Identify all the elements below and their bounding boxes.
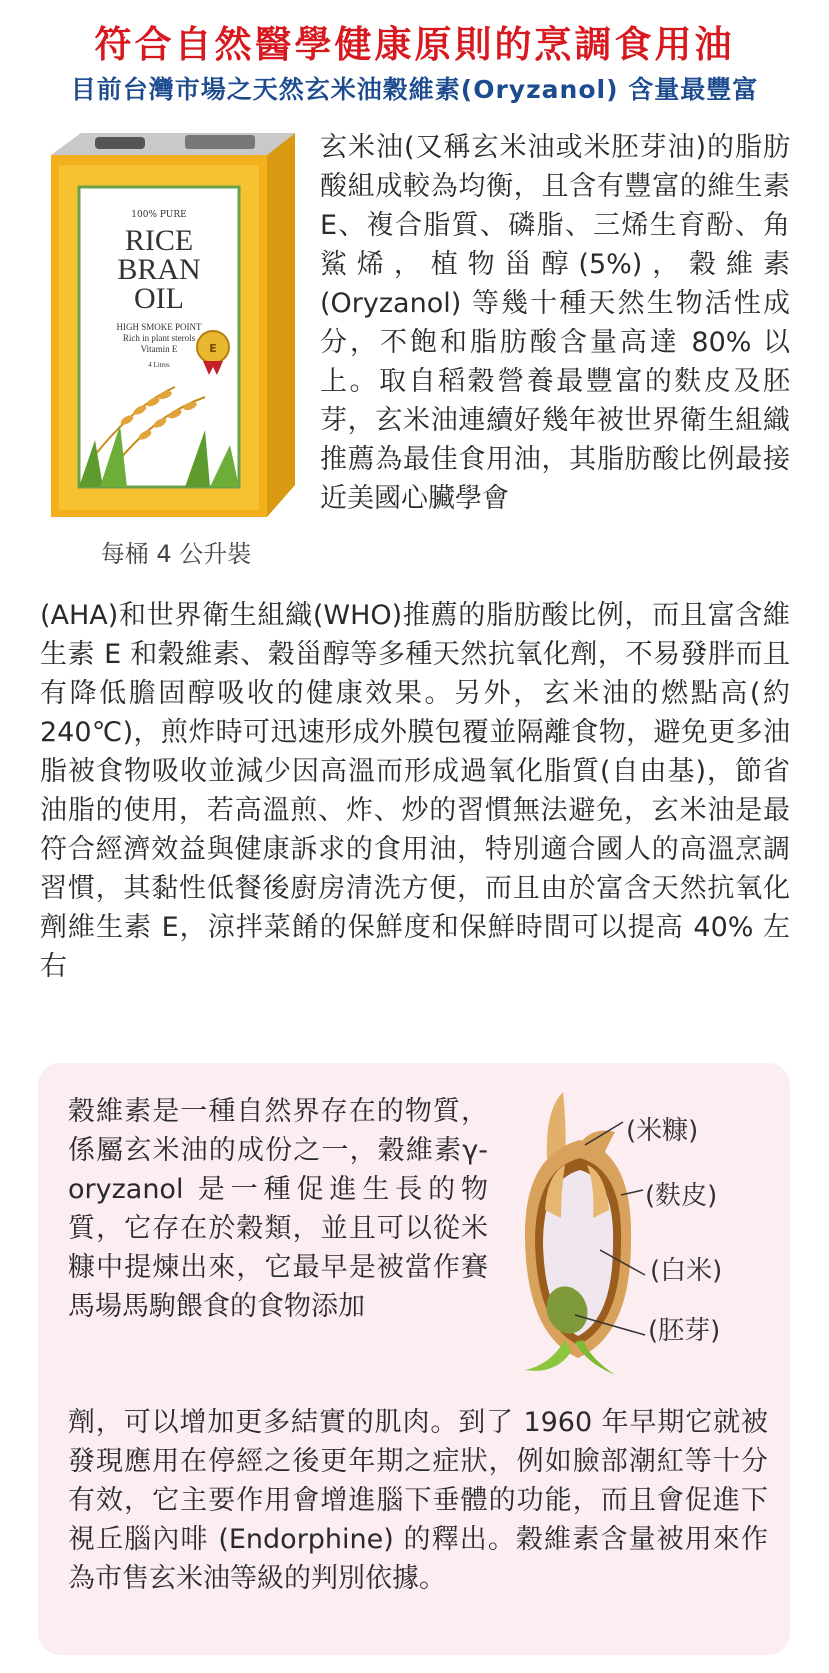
oryzanol-paragraph-top: 穀維素是一種自然界存在的物質，係屬玄米油的成份之一，穀維素γ-oryzanol 是一種促進生長的物質，它存在於穀類，並且可以從米糠中提煉出來，它最早是被當作賽馬場馬駒餵食的食物添加	[68, 1096, 488, 1322]
oryzanol-paragraph-bottom: 劑，可以增加更多結實的肌肉。到了 1960 年早期它就被發現應用在停經之後更年期之症狀，例如臉部潮紅等十分有效，它主要作用會增進腦下垂體的功能，而且會促進下視丘腦內啡 (Endorphine) 的釋出。穀維素含量被用來作為市售玄米油等級的判別依據。	[68, 1407, 768, 1594]
label-germ: (胚芽)	[648, 1316, 721, 1346]
page-subtitle: 目前台灣市場之天然玄米油穀維素(Oryzanol) 含量最豐富	[70, 75, 759, 104]
can-feature-2: Rich in plant sterols	[122, 333, 196, 343]
label-white-rice: (白米)	[650, 1256, 723, 1286]
svg-text:E: E	[209, 342, 217, 355]
can-feature-3: Vitamin E	[140, 344, 178, 354]
label-bran: (麩皮)	[645, 1181, 718, 1211]
can-volume: 4 Litres	[148, 361, 170, 369]
can-label-line3: OIL	[134, 282, 184, 315]
can-label-line1: RICE	[124, 224, 194, 257]
can-label-top: 100% PURE	[131, 210, 187, 220]
article-paragraph-intro: 玄米油(又稱玄米油或米胚芽油)的脂肪酸組成較為均衡，且含有豐富的維生素 E、複合脂質、磷脂、三烯生育酚、角鯊烯，植物甾醇(5%)，穀維素 (Oryzanol) 等幾十種天然生物活性成分，不飽和脂肪酸含量高達 80% 以上。取自稻穀營養最豐富的麩皮及胚芽，玄米油連續好幾年被世界衛生組織推薦為最佳食用油，其脂肪酸比例最接近美國心臟學會	[320, 132, 790, 514]
rice-bran-oil-can-image	[45, 125, 307, 520]
label-husk: (米糠)	[626, 1116, 699, 1146]
product-caption: 每桶 4 公升裝	[100, 540, 252, 568]
article-paragraph-main: (AHA)和世界衛生組織(WHO)推薦的脂肪酸比例，而且富含維生素 E 和穀維素、穀甾醇等多種天然抗氧化劑，不易發胖而且有降低膽固醇吸收的健康效果。另外，玄米油的燃點高(約 240℃)，煎炸時可迅速形成外膜包覆並隔離食物，避免更多油脂被食物吸收並減少因高溫而形成過氧化脂質(自由基)，節省油脂的使用，若高溫煎、炸、炒的習慣無法避免，玄米油是最符合經濟效益與健康訴求的食用油，特別適合國人的高溫烹調習慣，其黏性低餐後廚房清洗方便，而且由於富含天然抗氧化劑維生素 E，涼拌菜餚的保鮮度和保鮮時間可以提高 40% 左右	[40, 600, 790, 982]
can-label-line2: BRAN	[117, 253, 201, 286]
page-title: 符合自然醫學健康原則的烹調食用油	[94, 23, 735, 66]
can-feature-1: HIGH SMOKE POINT	[116, 322, 202, 332]
